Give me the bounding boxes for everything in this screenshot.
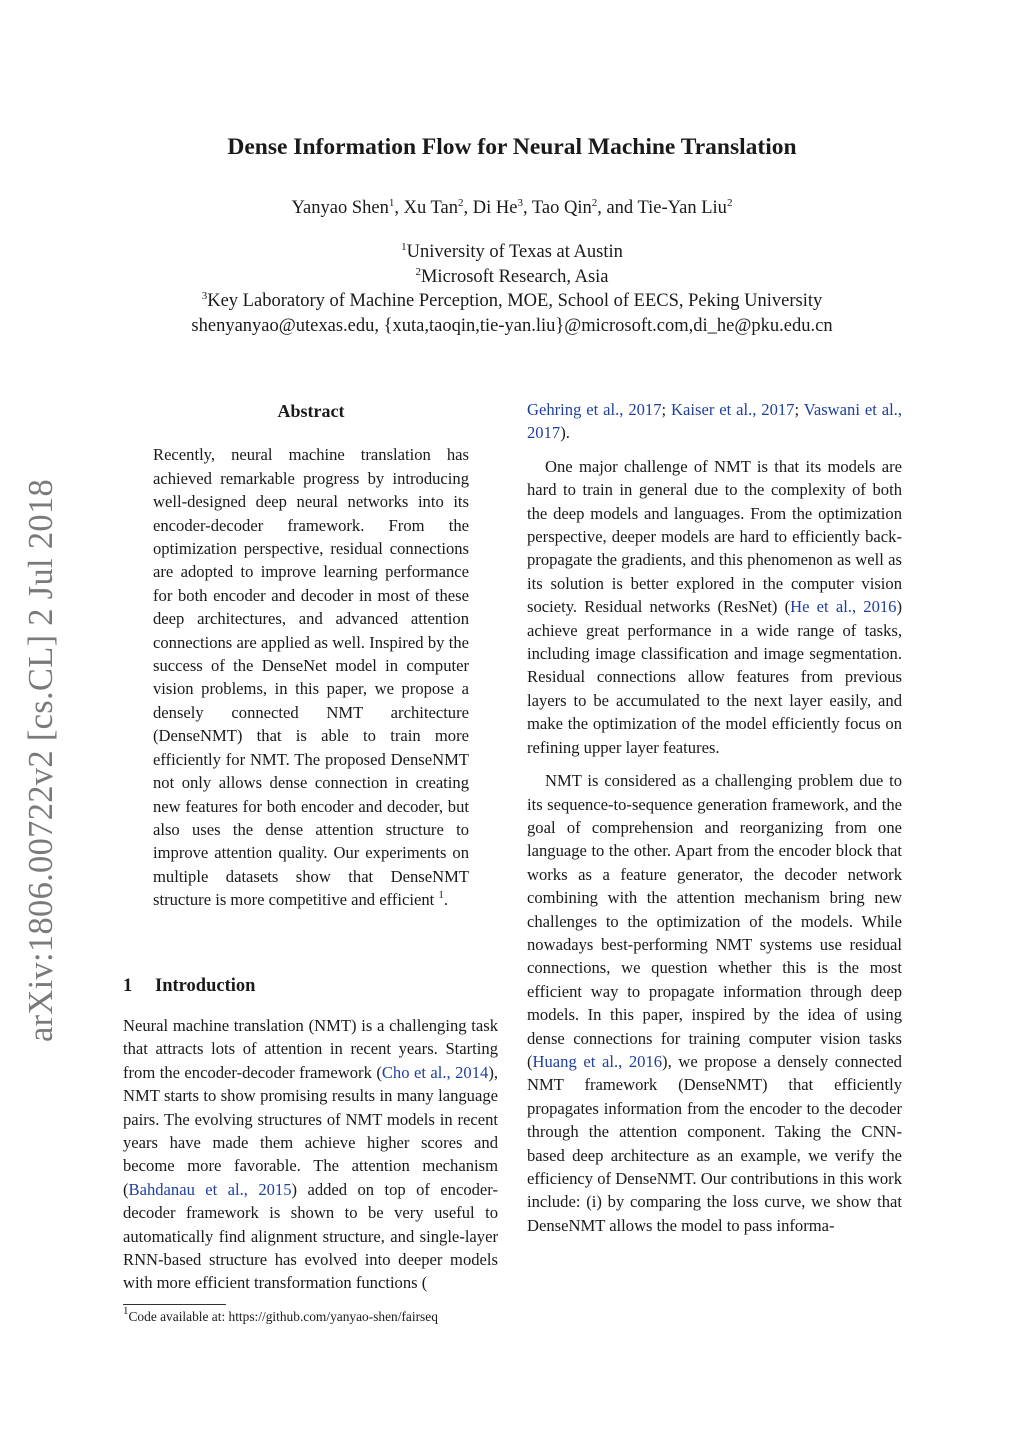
section-title: Introduction bbox=[155, 976, 256, 996]
citation-link[interactable]: Cho et al., 2014 bbox=[381, 1062, 489, 1082]
footnote-mark: 1 bbox=[123, 1305, 129, 1317]
footnote-divider bbox=[123, 1304, 226, 1305]
citation-link[interactable]: He et al., 2016 bbox=[790, 597, 897, 617]
citation-link[interactable]: Bahdanau et al., 2015 bbox=[128, 1179, 292, 1199]
footnote-text: Code available at: https://github.com/yanyao-shen/fairseq bbox=[128, 1309, 438, 1324]
affiliation-line bbox=[0, 240, 1024, 265]
paragraph-text: Neural machine translation (NMT) is a challenging task that attracts lots of attention in recent years. Starting from the encoder-decoder framework ( bbox=[123, 1016, 498, 1082]
footnote-reference[interactable]: 1 bbox=[438, 889, 444, 902]
abstract-end: . bbox=[443, 890, 449, 910]
citation-link[interactable]: Vaswani et al., 2017 bbox=[527, 400, 902, 443]
author-affiliation-mark: 2 bbox=[457, 197, 464, 209]
paragraph-text: NMT is considered as a challenging problem due to its sequence-to-sequence generation framework, and the goal of comprehension and reorganizing from one language to the other. Apart from the encoder block that works as a feature generator, the decoder network combining with the attention mechanism bring new challenges to the optimization of the models. While nowadays best-performing NMT systems use residual connections, we question whether this is the most efficient way to propagate information through deep models. In this paper, inspired by the idea of using dense connections for training computer vision tasks ( bbox=[527, 771, 902, 1071]
abstract-text: Recently, neural machine translation has achieved remarkable progress by introducing well-designed deep neural networks into its encoder-decoder framework. From the optimization perspective, residual connections are adopted to improve learning performance for both encoder and decoder in most of these deep architectures, and advanced attention connections are applied as well. Inspired by the success of the DenseNet model in computer vision problems, in this paper, we propose a densely connected NMT architecture (DenseNMT) that is able to train more efficiently for NMT. The proposed DenseNMT not only allows dense connection in creating new features for both encoder and decoder, but also uses the dense attention structure to improve attention quality. Our experiments on multiple datasets show that DenseNMT structure is more competitive and efficient bbox=[153, 445, 469, 910]
intro-paragraph-2 bbox=[527, 455, 902, 759]
introduction-right-column bbox=[527, 398, 902, 1237]
citation-link[interactable]: Huang et al., 2016 bbox=[532, 1051, 663, 1071]
citation-separator: ; bbox=[794, 400, 804, 419]
paper-title: Dense Information Flow for Neural Machine Translation bbox=[227, 134, 797, 160]
affiliation-name: Key Laboratory of Machine Perception, MOE, School of EECS, Peking University bbox=[207, 291, 823, 311]
abstract-heading: Abstract bbox=[277, 401, 345, 421]
citation-link[interactable]: Kaiser et al., 2017 bbox=[671, 400, 795, 419]
paragraph-text: ). bbox=[560, 423, 570, 443]
affiliation-mark: 3 bbox=[201, 290, 208, 302]
author-name: Tao Qin bbox=[531, 198, 592, 218]
affiliation-line bbox=[0, 289, 1024, 314]
abstract-body bbox=[153, 443, 469, 911]
author-name: Xu Tan bbox=[403, 198, 458, 218]
affiliation-line bbox=[0, 265, 1024, 290]
citation-separator: ; bbox=[661, 400, 672, 419]
affiliation-name: Microsoft Research, Asia bbox=[420, 266, 609, 287]
affiliation-name: University of Texas at Austin bbox=[406, 242, 623, 262]
abstract-section bbox=[153, 398, 469, 912]
intro-paragraph-3 bbox=[527, 769, 902, 1237]
author-affiliation-mark: 2 bbox=[726, 197, 733, 209]
intro-paragraph-1 bbox=[123, 1014, 498, 1295]
author-affiliation-mark: 2 bbox=[591, 197, 598, 209]
intro-paragraph-1-continued bbox=[527, 398, 902, 445]
author-emails: shenyanyao@utexas.edu, {xuta,taoqin,tie-yan.liu}@microsoft.com,di_he@pku.edu.cn bbox=[191, 315, 833, 336]
section-heading-introduction bbox=[123, 976, 255, 997]
author-affiliation-mark: 1 bbox=[388, 197, 395, 209]
arxiv-identifier: arXiv:1806.00722v2 [cs.CL] 2 Jul 2018 bbox=[22, 478, 60, 1042]
author-affiliation-mark: 3 bbox=[517, 197, 523, 209]
paragraph-text: ) added on top of encoder-decoder framework is shown to be very useful to automatically find alignment structure, and single-layer RNN-based structure has evolved into deeper models with more efficient transformation functions ( bbox=[123, 1179, 499, 1293]
author-name: Tie-Yan Liu bbox=[637, 198, 727, 218]
affiliation-list bbox=[0, 240, 1024, 338]
section-number: 1 bbox=[123, 976, 133, 996]
paragraph-text: ) achieve great performance in a wide range of tasks, including image classification and image segmentation. Residual connections allow features from previous layers to be accumulated to the next layer easily, and make the optimization of the model efficiently focus on refining upper layer features. bbox=[527, 597, 903, 757]
author-name: Di He bbox=[472, 198, 518, 218]
paragraph-text: One major challenge of NMT is that its models are hard to train in general due to the complexity of both the deep models and languages. From the optimization perspective, deeper models are hard to efficiently back-propagate the gradients, and this phenomenon as well as its solution is better explored in the computer vision society. Residual networks (ResNet) ( bbox=[527, 456, 902, 617]
author-list: Yanyao Shen$^1$, Xu Tan$^2$, Di He$^3$, Tao Qin$^2$, and Tie-Yan Liu$^2$ bbox=[291, 197, 733, 218]
footnote bbox=[123, 1305, 438, 1325]
paragraph-text: ), NMT starts to show promising results in many language pairs. The evolving structures of NMT models in recent years have made them achieve higher scores and become more favorable. The attention mechanism ( bbox=[123, 1062, 498, 1199]
citation-link[interactable]: Gehring et al., 2017 bbox=[527, 400, 662, 419]
affiliation-mark: 1 bbox=[401, 241, 407, 253]
affiliation-mark: 2 bbox=[415, 265, 421, 278]
paragraph-text: ), we propose a densely connected NMT framework (DenseNMT) that efficiently propagates information from the encoder to the decoder through the attention component. Taking the CNN-based deep architecture as an example, we verify the efficiency of DenseNMT. Our contributions in this work include: (i) by comparing the loss curve, we show that DenseNMT allows the model to pass informa- bbox=[527, 1051, 902, 1235]
author-name: Yanyao Shen bbox=[291, 198, 389, 218]
introduction-left-column bbox=[123, 1014, 498, 1295]
